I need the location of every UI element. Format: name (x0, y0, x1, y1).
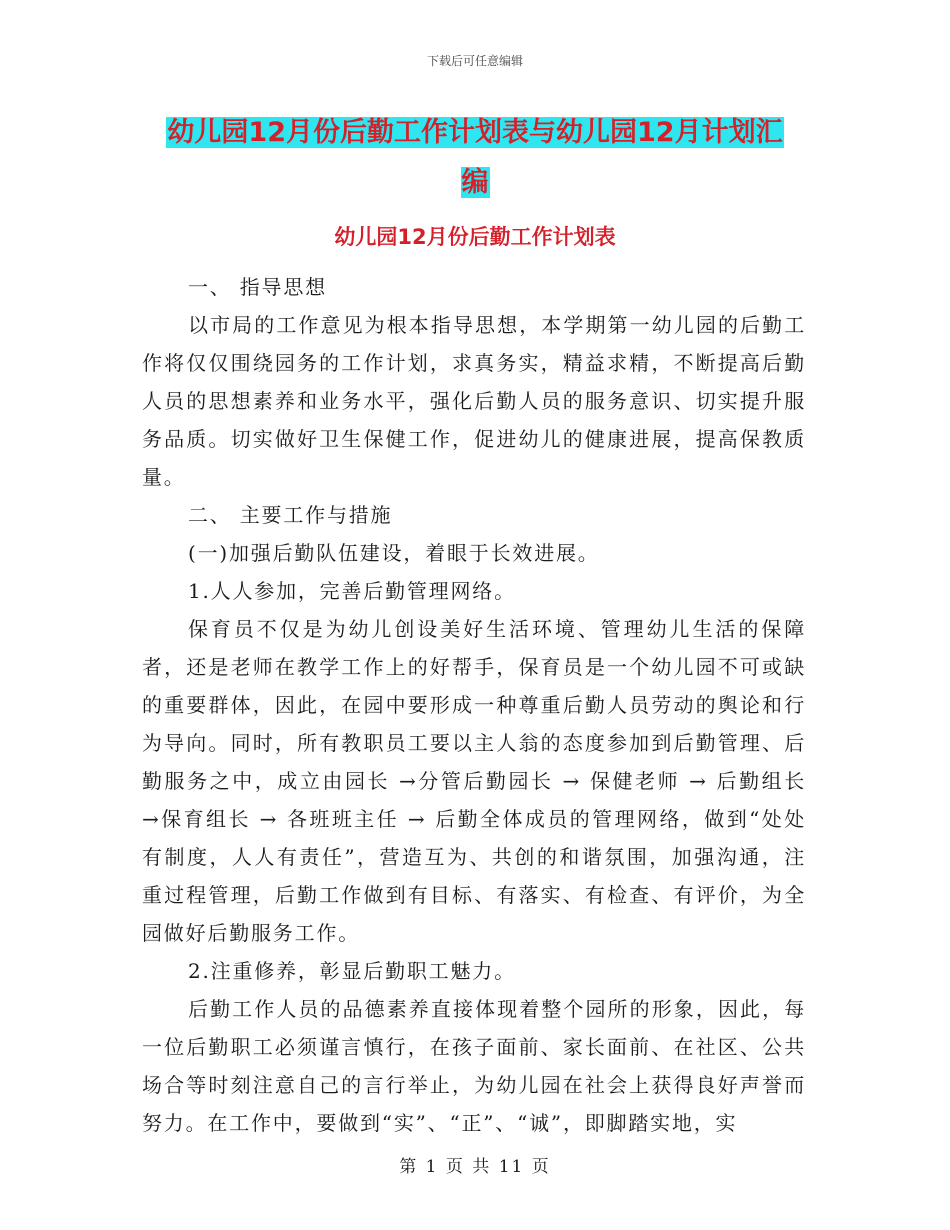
heading-main-work: 二、 主要工作与措施 (188, 503, 393, 527)
subheading: (一)加强后勤队伍建设，着眼于长效进展。 (188, 541, 600, 565)
header-note: 下载后可任意编辑 (426, 54, 523, 68)
page-footer: 第 1 页 共 11 页 (399, 1157, 551, 1177)
paragraph: 以市局的工作意见为根本指导思想，本学期第一幼儿园的后勤工作将仅仅围绕园务的工作计划，求真务实，精益求精，不断提高后勤人员的思想素养和业务水平，强化后勤人员的服务意识、切实提升服务品质。切实做好卫生保健工作，促进幼儿的健康进展，提高保教质量。 (142, 313, 806, 489)
document-title (140, 108, 810, 208)
subheading: 1.人人参加，完善后勤管理网络。 (188, 579, 516, 603)
subheading: 2.注重修养，彰显后勤职工魅力。 (188, 959, 516, 983)
paragraph: 后勤工作人员的品德素养直接体现着整个园所的形象，因此，每一位后勤职工必须谨言慎行，在孩子面前、家长面前、在社区、公共场合等时刻注意自己的言行举止，为幼儿园在社会上获得良好声誉而努力。在工作中，要做到“实”、“正”、“诚”，即脚踏实地，实 (142, 997, 806, 1135)
heading-guiding-thought: 一、 指导思想 (188, 275, 327, 299)
title-line-2: 编 (461, 167, 489, 198)
document-body (142, 268, 806, 1142)
paragraph: 保育员不仅是为幼儿创设美好生活环境、管理幼儿生活的保障者，还是老师在教学工作上的好帮手，保育员是一个幼儿园不可或缺的重要群体，因此，在园中要形成一种尊重后勤人员劳动的舆论和行为导向。同时，所有教职员工要以主人翁的态度参加到后勤管理、后勤服务之中，成立由园长 →分管后勤园长 → 保健老师 → 后勤组长 →保育组长 → 各班班主任 → 后勤全体成员的管理网络，做到“处处有制度，人人有责任”，营造互为、共创的和谐氛围，加强沟通，注重过程管理，后勤工作做到有目标、有落实、有检查、有评价，为全园做好后勤服务工作。 (142, 617, 806, 945)
title-line-1: 幼儿园12月份后勤工作计划表与幼儿园12月计划汇 (167, 117, 783, 148)
section-title: 幼儿园12月份后勤工作计划表 (334, 225, 616, 249)
